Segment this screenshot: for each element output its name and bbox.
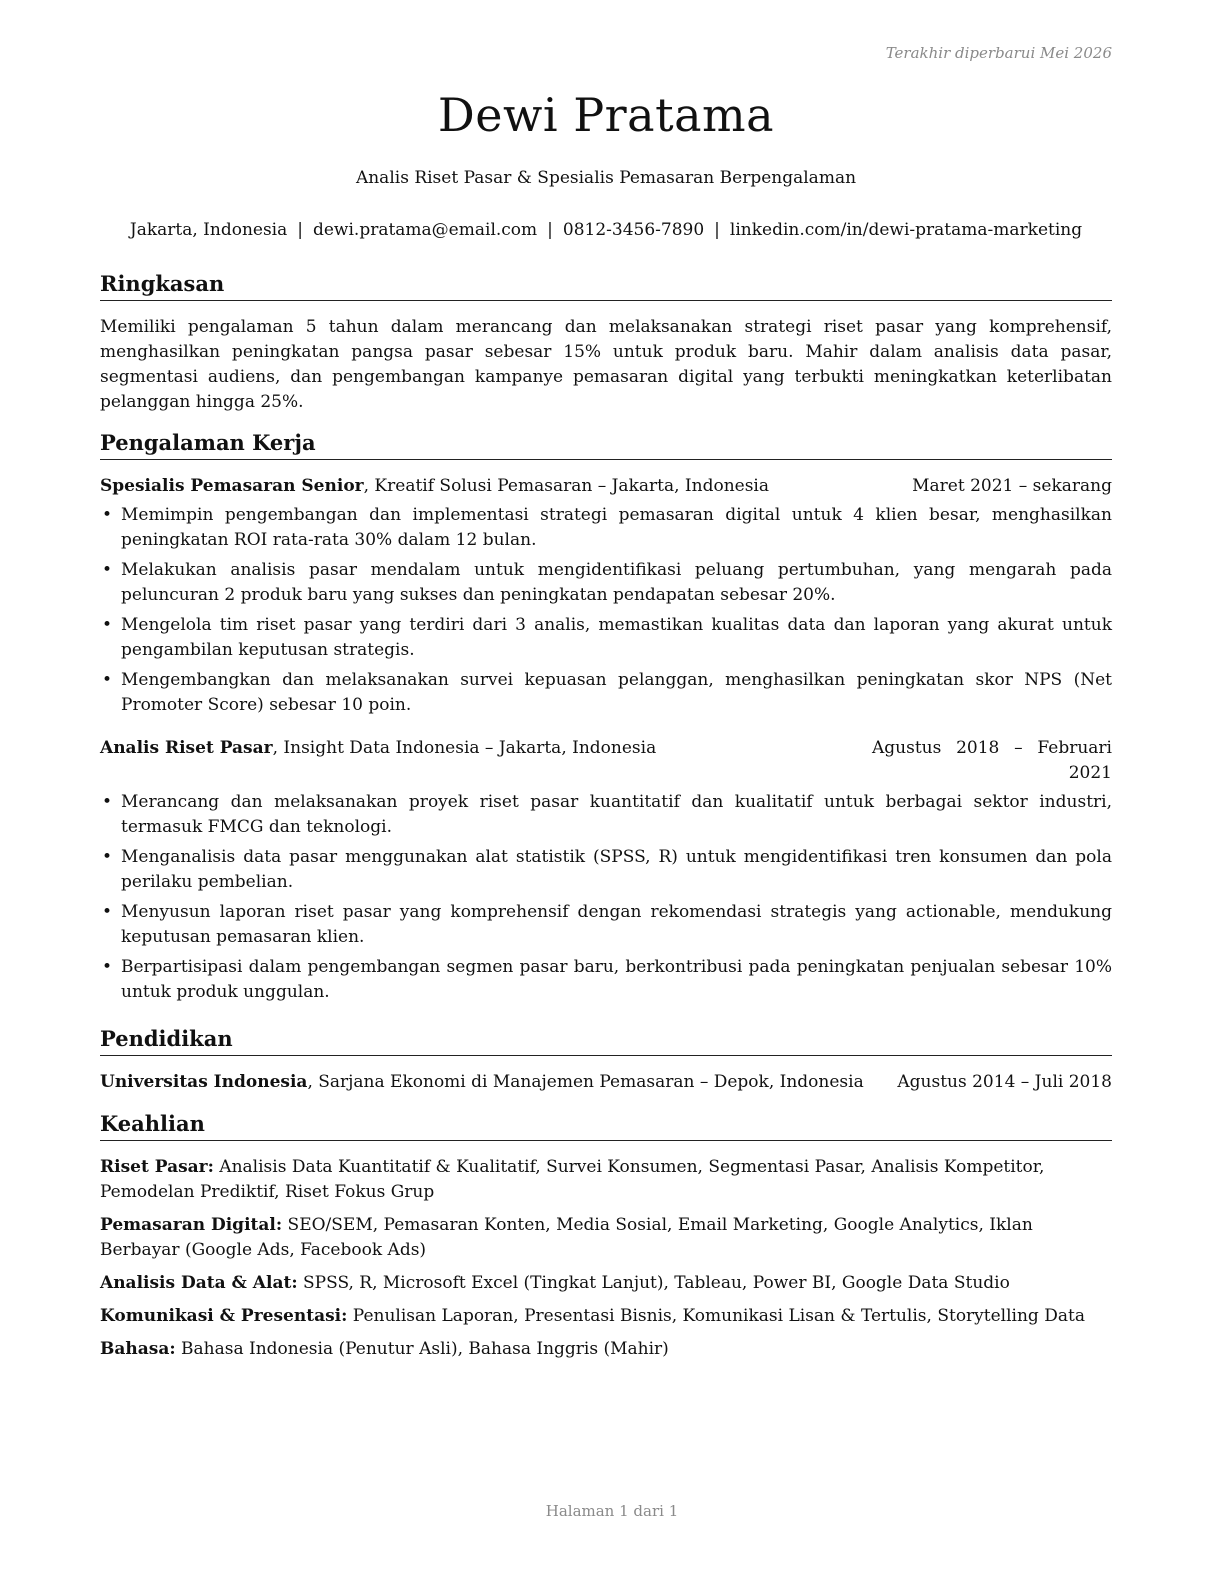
- candidate-name: Dewi Pratama: [437, 88, 775, 142]
- skill-value: SPSS, R, Microsoft Excel (Tingkat Lanjut), Tableau, Power BI, Google Data Studio: [297, 1273, 1010, 1293]
- job-bullets: [100, 790, 1112, 1005]
- contact-location: Jakarta, Indonesia: [129, 220, 288, 240]
- contact-email[interactable]: dewi.pratama@email.com: [312, 220, 538, 240]
- job-bullet: • Menyusun laporan riset pasar yang komprehensif dengan rekomendasi strategis yang actionable, mendukung keputusan pemasaran klien.: [100, 900, 1112, 950]
- skill-value: Bahasa Indonesia (Penutur Asli), Bahasa Inggris (Mahir): [175, 1339, 669, 1359]
- skill-value: SEO/SEM, Pemasaran Konten, Media Sosial, Email Marketing, Google Analytics, Iklan Berbayar (Google Ads, Facebook Ads): [100, 1215, 1033, 1260]
- skill-row: [100, 1271, 1112, 1296]
- summary-text: Memiliki pengalaman 5 tahun dalam merancang dan melaksanakan strategi riset pasar yang komprehensif, menghasilkan peningkatan pangsa pasar sebesar 15% untuk produk baru. Mahir dalam analisis data pasar, segmentasi audiens, dan pengembangan kampanye pemasaran digital yang terbukti meningkatkan keterlibatan pelanggan hingga 25%.: [100, 317, 1112, 412]
- job-dates: Agustus 2018 – Februari 2021: [872, 738, 1112, 783]
- contact-line: [100, 220, 1112, 240]
- skill-row: [100, 1337, 1112, 1362]
- job-title-line: [100, 736, 656, 786]
- skill-label: Komunikasi & Presentasi:: [100, 1306, 348, 1326]
- skill-label: Analisis Data & Alat:: [100, 1273, 298, 1293]
- education-degree: , Sarjana Ekonomi di Manajemen Pemasaran – Depok, Indonesia: [307, 1072, 864, 1092]
- section-title-education: Pendidikan: [100, 1025, 1112, 1056]
- job-bullet: • Memimpin pengembangan dan implementasi strategi pemasaran digital untuk 4 klien besar, menghasilkan peningkatan ROI rata-rata 30% dalam 12 bulan.: [100, 503, 1112, 553]
- skill-value: Analisis Data Kuantitatif & Kualitatif, Survei Konsumen, Segmentasi Pasar, Analisis Kompetitor, Pemodelan Prediktif, Riset Fokus Grup: [100, 1157, 1045, 1202]
- job-header: [100, 474, 1112, 499]
- contact-separator: |: [547, 220, 553, 240]
- section-title-skills: Keahlian: [100, 1110, 1112, 1141]
- job-dates: Maret 2021 – sekarang: [912, 476, 1112, 496]
- job-company: , Kreatif Solusi Pemasaran – Jakarta, Indonesia: [363, 476, 769, 496]
- skill-label: Bahasa:: [100, 1339, 176, 1359]
- education-entry: [100, 1070, 1112, 1095]
- job-bullet: • Mengembangkan dan melaksanakan survei kepuasan pelanggan, menghasilkan peningkatan skor NPS (Net Promoter Score) sebesar 10 poin.: [100, 668, 1112, 718]
- job-header: [100, 736, 1112, 786]
- job-entry: [100, 474, 1112, 718]
- last-updated-note: Terakhir diperbarui Mei 2026: [885, 44, 1112, 62]
- education-school: Universitas Indonesia: [100, 1072, 308, 1092]
- job-bullet: • Berpartisipasi dalam pengembangan segmen pasar baru, berkontribusi pada peningkatan penjualan sebesar 10% untuk produk unggulan.: [100, 955, 1112, 1005]
- candidate-tagline: Analis Riset Pasar & Spesialis Pemasaran Berpengalaman: [355, 168, 857, 188]
- job-bullet: • Mengelola tim riset pasar yang terdiri dari 3 analis, memastikan kualitas data dan laporan yang akurat untuk pengambilan keputusan strategis.: [100, 613, 1112, 663]
- skill-value: Penulisan Laporan, Presentasi Bisnis, Komunikasi Lisan & Tertulis, Storytelling Data: [347, 1306, 1085, 1326]
- job-company: , Insight Data Indonesia – Jakarta, Indonesia: [272, 738, 657, 758]
- job-bullet: • Merancang dan melaksanakan proyek riset pasar kuantitatif dan kualitatif untuk berbagai sektor industri, termasuk FMCG dan teknologi.: [100, 790, 1112, 840]
- skill-row: [100, 1213, 1112, 1263]
- education-dates: Agustus 2014 – Juli 2018: [897, 1072, 1112, 1092]
- page-number-footer: Halaman 1 dari 1: [545, 1502, 679, 1520]
- job-bullets: [100, 503, 1112, 718]
- job-role: Spesialis Pemasaran Senior: [100, 476, 364, 496]
- contact-separator: |: [297, 220, 303, 240]
- skill-label: Riset Pasar:: [100, 1157, 214, 1177]
- education-line: [100, 1070, 864, 1095]
- skills-section: [100, 1110, 1112, 1362]
- section-title-experience: Pengalaman Kerja: [100, 429, 1112, 460]
- education-section: [100, 1025, 1112, 1095]
- job-role: Analis Riset Pasar: [100, 738, 273, 758]
- contact-phone: 0812-3456-7890: [562, 220, 705, 240]
- job-title-line: [100, 474, 769, 499]
- job-entry: [100, 736, 1112, 1005]
- experience-section: [100, 429, 1112, 1010]
- section-title-summary: Ringkasan: [100, 270, 1112, 301]
- job-bullet: • Menganalisis data pasar menggunakan alat statistik (SPSS, R) untuk mengidentifikasi tren konsumen dan pola perilaku pembelian.: [100, 845, 1112, 895]
- skill-row: [100, 1155, 1112, 1205]
- skill-label: Pemasaran Digital:: [100, 1215, 283, 1235]
- skill-row: [100, 1304, 1112, 1329]
- job-bullet: • Melakukan analisis pasar mendalam untuk mengidentifikasi peluang pertumbuhan, yang mengarah pada peluncuran 2 produk baru yang sukses dan peningkatan pendapatan sebesar 20%.: [100, 558, 1112, 608]
- contact-separator: |: [714, 220, 720, 240]
- summary-section: [100, 270, 1112, 415]
- contact-linkedin[interactable]: linkedin.com/in/dewi-pratama-marketing: [729, 220, 1083, 240]
